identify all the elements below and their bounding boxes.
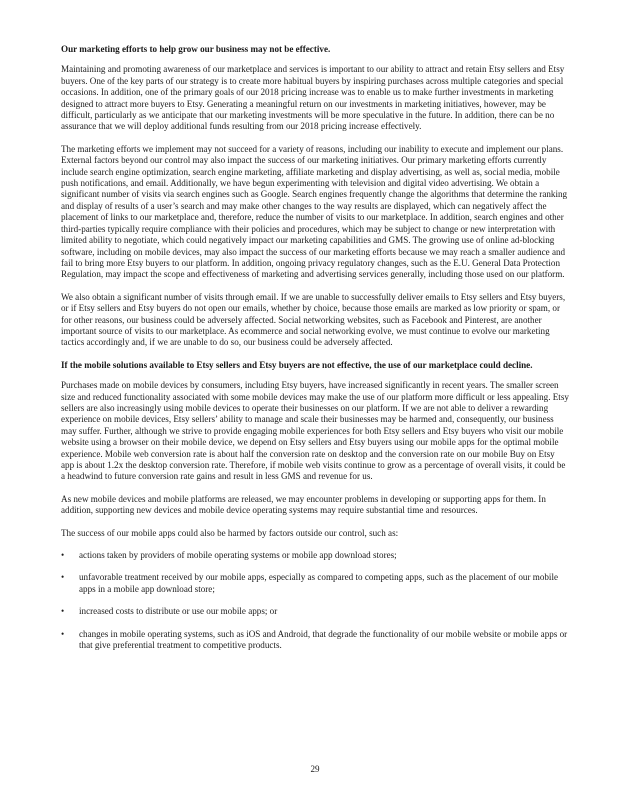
section-heading-mobile: If the mobile solutions available to Etsy sellers and Etsy buyers are not effective, the use of our marketplace could decline. [61, 359, 533, 370]
list-item-text: changes in mobile operating systems, such as iOS and Android, that degrade the functionality of our mobile website or mobile apps or that give preferential treatment to competitive products. [79, 628, 568, 651]
document-page [61, 44, 570, 662]
paragraph-email-visits: We also obtain a significant number of visits through email. If we are unable to successfully deliver emails to Etsy sellers and Etsy buyers, or if Etsy sellers and Etsy buyers do not open our emails, whether by choice, because those emails are marked as low priority or spam, or for other reasons, our business could be adversely affected. Social networking websites, such as Facebook and Pinterest, are another important source of visits to our marketplace. As ecommerce and social networking evolve, we must continue to evolve our marketing tactics accordingly and, if we are unable to do so, our business could be adversely affected. [61, 291, 566, 348]
list-item [61, 550, 570, 561]
bullet-icon: • [61, 572, 65, 583]
list-item-text: increased costs to distribute or use our mobile apps; or [79, 606, 278, 617]
factor-list [61, 550, 570, 651]
paragraph-marketing-efforts: The marketing efforts we implement may not succeed for a variety of reasons, including our inability to execute and implement our plans. External factors beyond our control may also impact the success of our marketing initiatives. Our primary marketing efforts currently include search engine optimization, search engine marketing, affiliate marketing and display advertising, as well as, social media, mobile push notifications, and email. Additionally, we have begun experimenting with television and digital video advertising. We obtain a significant number of visits via search engines such as Google. Search engines frequently change the algorithms that determine the ranking and display of results of a user’s search and may make other changes to the way results are displayed, which can negatively affect the placement of links to our marketplace and, therefore, reduce the number of visits to our marketplace. In addition, search engines and other third-parties typically require compliance with their policies and procedures, which may be subject to change or new interpretation with limited ability to negotiate, which could negatively impact our marketing capabilities and GMS. The growing use of online ad-blocking software, including on mobile devices, may also impact the success of our marketing efforts because we may reach a smaller audience and fail to bring more Etsy buyers to our platform. In addition, ongoing privacy regulatory changes, such as the E.U. General Data Protection Regulation, may impact the scope and effectiveness of marketing and advertising services generally, including those used on our platform. [61, 143, 568, 280]
bullet-icon: • [61, 550, 65, 561]
bullet-icon: • [61, 628, 65, 639]
paragraph-new-devices: As new mobile devices and mobile platforms are released, we may encounter problems in developing or supporting apps for them. In addition, supporting new devices and mobile device operating systems may require substantial time and resources. [61, 493, 546, 516]
list-item-text: actions taken by providers of mobile operating systems or mobile app download stores; [79, 550, 397, 561]
bullet-icon: • [61, 606, 65, 617]
section-heading-marketing: Our marketing efforts to help grow our business may not be effective. [61, 44, 331, 54]
list-item [61, 572, 570, 595]
paragraph-marketing-awareness: Maintaining and promoting awareness of our marketplace and services is important to our ability to attract and retain Etsy sellers and Etsy buyers. One of the key parts of our strategy is to create more habitual buyers by inspiring purchases across multiple categories and special occasions. In addition, one of the primary goals of our 2018 pricing increase was to enable us to make further investments in marketing designed to attract more buyers to Etsy. Generating a meaningful return on our investments in marketing initiatives, however, may be difficult, particularly as we anticipate that our marketing investments will be more speculative in the future. In addition, there can be no assurance that we will deploy additional funds resulting from our 2018 pricing increase effectively. [61, 64, 565, 132]
paragraph-mobile-purchases: Purchases made on mobile devices by consumers, including Etsy buyers, have increased significantly in recent years. The smaller screen size and reduced functionality associated with some mobile devices may make the use of our platform more difficult or less appealing. Etsy sellers are also increasingly using mobile devices to operate their businesses on our platform. If we are not able to deliver a rewarding experience on mobile devices, Etsy sellers’ ability to manage and scale their businesses may be harmed and, consequently, our business may suffer. Further, although we strive to provide engaging mobile experiences for both Etsy sellers and Etsy buyers who visit our mobile website using a browser on their mobile device, we depend on Etsy sellers and Etsy buyers using our mobile apps for the optimal mobile experience. Mobile web conversion rate is about half the conversion rate on desktop and the conversion rate on our mobile Buy on Etsy app is about 1.2x the desktop conversion rate. Therefore, if mobile web visits continue to grow as a percentage of overall visits, it could be a headwind to future conversion rate gains and result in less GMS and revenue for us. [61, 380, 569, 482]
page-number: 29 [310, 764, 320, 774]
paragraph-factors-intro: The success of our mobile apps could also be harmed by factors outside our control, such as: [61, 527, 399, 538]
list-item [61, 606, 570, 617]
list-item [61, 629, 570, 652]
list-item-text: unfavorable treatment received by our mobile apps, especially as compared to competing apps, such as the placement of our mobile apps in a mobile app download store; [79, 572, 559, 594]
